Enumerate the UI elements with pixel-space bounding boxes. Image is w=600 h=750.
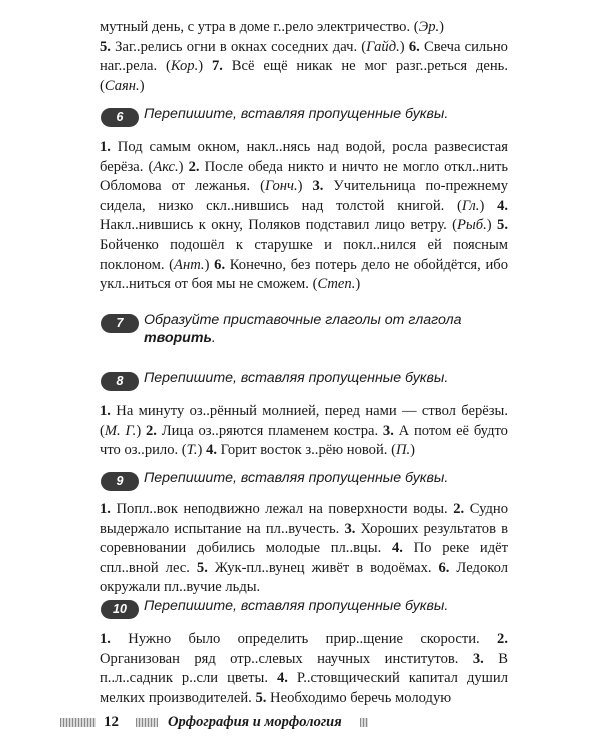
task-6-badge: 6: [101, 108, 139, 127]
task-8-badge: 8: [101, 372, 139, 391]
sentence: Нужно было определить прир..щение скорости.: [110, 631, 498, 647]
item-number: 6.: [438, 559, 450, 576]
page-footer: [60, 712, 480, 732]
author-abbr: П.: [395, 442, 411, 459]
author-abbr: Гайд.: [366, 38, 400, 55]
item-number: 4.: [391, 540, 403, 557]
sentence: Р..стовщический капитал душил мелких производителей.: [100, 670, 508, 706]
author-abbr: Рыб.: [457, 217, 487, 234]
item-number: 5.: [497, 217, 508, 234]
text: ): [479, 197, 485, 214]
sentence: В п..л..садник р..сли цветы.: [100, 650, 508, 687]
item-number: 1.: [100, 501, 111, 517]
author-abbr: Саян.: [104, 77, 140, 94]
item-number: 3.: [382, 422, 394, 439]
sentence: А потом её будто что оз..рило. (: [100, 422, 508, 459]
sentence: По реке идёт спл..вной лес.: [100, 540, 508, 576]
item-number: 7.: [211, 58, 223, 75]
sentence: Конечно, без потерь дело не обойдётся, ибо укл..ниться от боя мы не сможем. (: [100, 256, 509, 293]
item-number: 2.: [453, 501, 465, 517]
item-number: 1.: [100, 139, 111, 155]
decorative-bar: [136, 718, 158, 727]
sentence: Учительница по-прежнему сидела, низко скл..нившись над толстой книгой. (: [100, 178, 508, 214]
task-9-title: Перепишите, вставляя пропущенные буквы.: [144, 470, 449, 486]
item-number: 4.: [497, 197, 509, 214]
author-abbr: Степ.: [317, 276, 356, 293]
task-7-verb: творить: [144, 329, 212, 346]
text: ): [439, 19, 445, 35]
sentence: Жук-пл..вунец живёт в водоёмах.: [207, 559, 439, 576]
item-number: 6.: [214, 256, 226, 273]
author-abbr: Т.: [186, 442, 198, 459]
text: ): [136, 422, 142, 439]
task-6-title: Перепишите, вставляя пропущенные буквы.: [144, 106, 449, 122]
task-8-title: Перепишите, вставляя пропущенные буквы.: [144, 370, 449, 386]
task-9-badge: 9: [101, 472, 139, 491]
author-abbr: Кор.: [170, 58, 199, 75]
text: .: [211, 329, 216, 346]
sentence: Организован ряд отр..слевых научных институтов.: [100, 650, 473, 667]
item-number: 5.: [100, 38, 111, 55]
text: ): [198, 58, 204, 75]
author-abbr: Ант.: [174, 256, 205, 273]
sentence: Необходимо беречь молодую: [266, 689, 452, 706]
item-number: 5.: [255, 689, 267, 706]
sentence: Попл..вок неподвижно лежал на поверхности воды.: [110, 501, 454, 517]
decorative-bar: [360, 718, 368, 727]
task-7-text: Образуйте приставочные глаголы от глагола: [144, 312, 462, 328]
task-7-title: [144, 312, 518, 347]
item-number: 2.: [497, 631, 508, 647]
sentence: После обеда никто и ничто не могло откл..нить Обломова от лежанья. (: [100, 158, 508, 195]
item-number: 1.: [100, 631, 111, 647]
item-number: 2.: [145, 422, 157, 439]
text: ): [204, 256, 210, 273]
sentence: Лица оз..ряются пламенем костра.: [156, 422, 383, 439]
author-abbr: Эр.: [418, 19, 440, 35]
sentence: Горит восток з..рёю новой. (: [217, 442, 396, 459]
author-abbr: Акс.: [153, 158, 179, 175]
decorative-bar: [60, 718, 96, 727]
task-6-exercise: [100, 138, 508, 295]
task-9-exercise: [100, 500, 508, 598]
sentence: Ледокол окружали пл..вучие льды.: [100, 559, 508, 596]
sentence: Хороших результатов в соревновании добились молодые пл..вцы.: [100, 520, 509, 557]
item-number: 3.: [312, 178, 324, 195]
text: ): [410, 442, 416, 459]
page-number: 12: [104, 714, 119, 730]
task-10-badge: 10: [101, 600, 139, 619]
text: Всё ещё никак не мог разг..реться день. (: [100, 58, 508, 94]
item-number: 4.: [276, 670, 288, 687]
item-number: 5.: [196, 559, 208, 576]
text: Свеча сильно наг..рела. (: [100, 38, 508, 75]
task-10-title: Перепишите, вставляя пропущенные буквы.: [144, 598, 449, 614]
task-8-exercise: [100, 402, 508, 461]
item-number: 6.: [408, 38, 420, 55]
text: ): [297, 178, 303, 195]
item-number: 1.: [100, 403, 111, 419]
author-abbr: М. Г.: [104, 422, 137, 439]
section-title: Орфография и морфология: [168, 714, 342, 730]
intro-paragraph: [100, 18, 508, 96]
item-number: 3.: [472, 650, 484, 667]
sentence: Под самым окном, накл..нясь над водой, росла развесистая берёза. (: [100, 139, 508, 175]
author-abbr: Гонч.: [264, 178, 298, 195]
item-number: 2.: [188, 158, 200, 175]
text: ): [139, 77, 145, 94]
text: мутный день, с утра в доме г..рело электричество. (: [100, 19, 419, 35]
text: ): [399, 38, 405, 55]
text: ): [486, 217, 492, 234]
task-10-exercise: [100, 630, 508, 708]
text: ): [355, 276, 361, 293]
item-number: 3.: [344, 520, 356, 537]
task-7-badge: 7: [101, 314, 139, 333]
author-abbr: Гл.: [461, 197, 480, 214]
sentence: На минуту оз..рённый молнией, перед нами — ствол берёзы. (: [100, 403, 508, 439]
sentence: Бойченко подошёл к старушке и покл..нился ей поясным поклоном. (: [100, 236, 508, 273]
item-number: 4.: [206, 442, 218, 459]
text: ): [178, 158, 184, 175]
text: ): [197, 442, 203, 459]
text: Заг..релись огни в окнах соседних дач. (: [110, 38, 367, 55]
sentence: Судно выдержало испытание на пл..вучесть.: [100, 501, 508, 537]
sentence: Накл..нившись к окну, Поляков подставил лицо ветру. (: [100, 217, 457, 234]
